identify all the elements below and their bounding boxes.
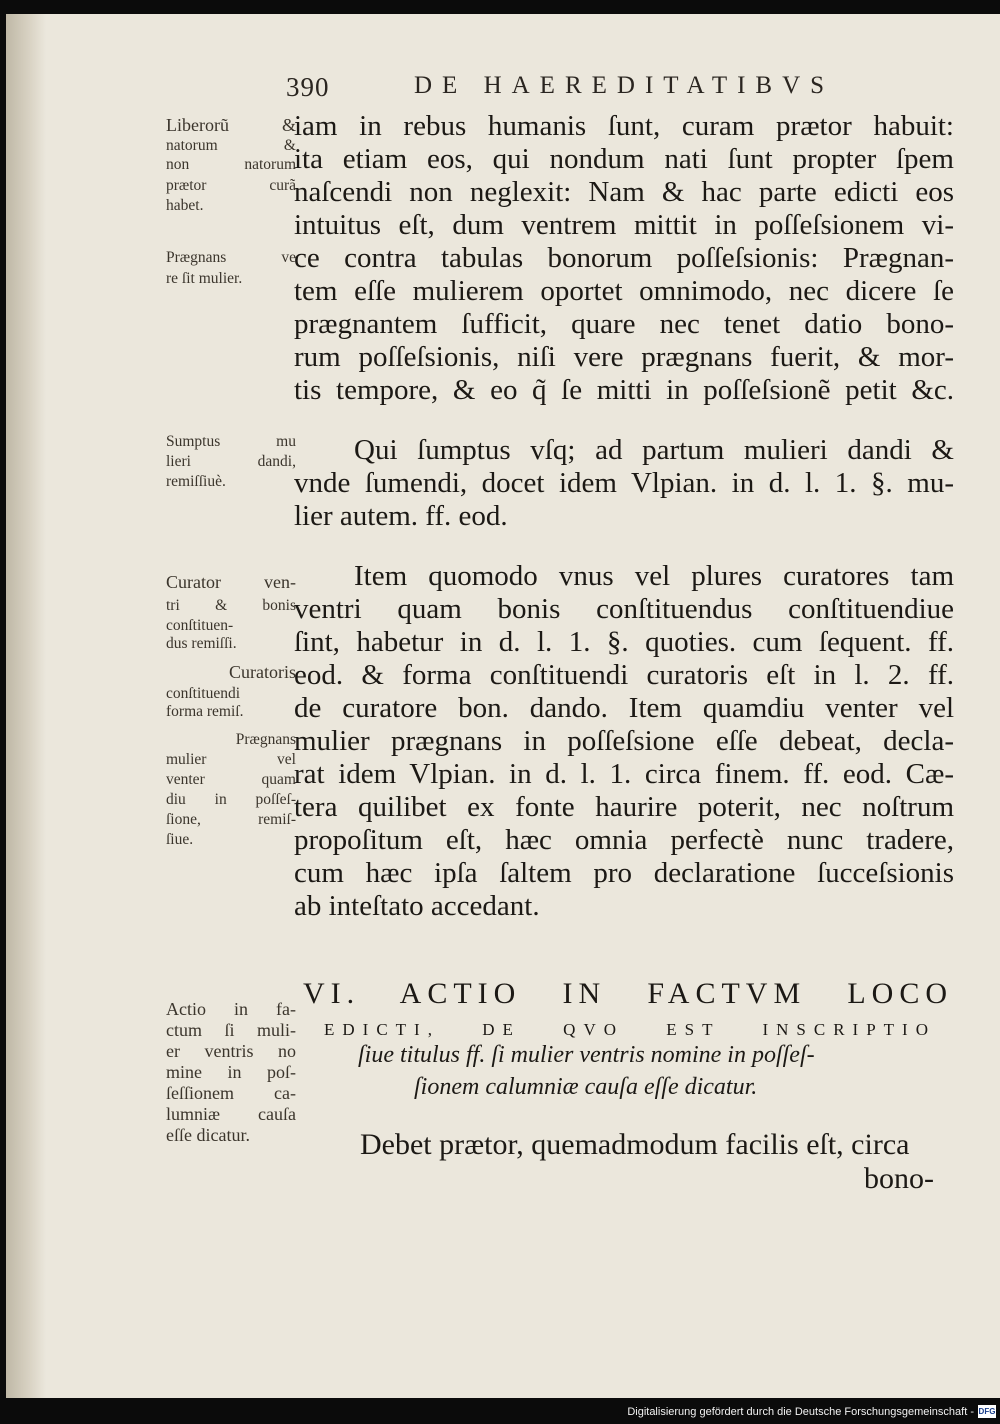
margin-note-line: prætor curã (166, 177, 296, 194)
margin-note-line: Sumptus mu (166, 433, 296, 450)
section-heading: VI. ACTIO IN FACTVM LOCO (303, 977, 953, 1010)
text-line: Item quomodo vnus vel plures curatores tam (354, 560, 954, 592)
section-title-line: ſiue titulus ff. ſi mulier ventris nomine in poſſeſ- (358, 1042, 815, 1068)
text-line: vnde ſumendi, docet idem Vlpian. in d. l. 1. §. mu- (294, 467, 954, 499)
text-line: iam in rebus humanis ſunt, curam prætor habuit: (294, 110, 954, 142)
margin-note-line: re ſit mulier. (166, 270, 243, 287)
margin-note-line: venter quam (166, 771, 296, 788)
text-line: mulier prægnans in poſſeſsione eſſe debeat, decla- (294, 725, 954, 757)
margin-note-line: non natorum (166, 156, 296, 173)
text-line: ita etiam eos, qui nondum nati ſunt propter ſpem (294, 143, 954, 175)
margin-note-line: remiſſiuè. (166, 473, 226, 490)
text-line: lier autem. ff. eod. (294, 500, 508, 532)
margin-note-line: mine in poſ- (166, 1062, 296, 1082)
section-title-line: ſionem calumniæ cauſa eſſe dicatur. (414, 1074, 758, 1100)
margin-note-line: eſſe dicatur. (166, 1125, 250, 1145)
text-line: rat idem Vlpian. in d. l. 1. circa finem. ff. eod. Cæ- (294, 758, 954, 790)
text-line: tera quilibet ex fonte haurire poterit, nec noſtrum (294, 791, 954, 823)
digitization-credit: Digitalisierung gefördert durch die Deutsche Forschungsgemeinschaft - (627, 1406, 974, 1418)
margin-note-line: Curator ven- (166, 572, 296, 592)
text-line: tis tempore, & eo q̃ ſe mitti in poſſeſsionẽ petit &c. (294, 374, 954, 406)
margin-note-line: er ventris no (166, 1041, 296, 1061)
margin-note-line: lieri dandi, (166, 453, 296, 470)
text-line: de curatore bon. dando. Item quamdiu venter vel (294, 692, 954, 724)
running-title: DE HAEREDITATIBVS (414, 72, 835, 99)
margin-note-line: Prægnans (235, 731, 296, 748)
margin-note-line: ſiue. (166, 831, 194, 848)
text-line: ce contra tabulas bonorum poſſeſsionis: Prægnan- (294, 242, 954, 274)
margin-note-line: dus remiſſi. (166, 635, 237, 652)
text-line: Debet prætor, quemadmodum facilis eſt, circa (360, 1128, 910, 1161)
margin-note-line: natorum & (166, 137, 296, 154)
text-line: ventri quam bonis conſtituendus conſtituendiue (294, 593, 954, 625)
margin-note-line: forma remiſ. (166, 703, 244, 720)
catchword: bono- (864, 1162, 934, 1195)
margin-note-line: conſtituendi (166, 685, 241, 702)
text-line: ab inteſtato accedant. (294, 890, 540, 922)
section-subheading: EDICTI, DE QVO EST INSCRIPTIO (324, 1020, 936, 1039)
margin-note-line: Curatoris (229, 662, 296, 682)
margin-note-line: tri & bonis (166, 597, 296, 614)
page-number: 390 (286, 72, 330, 102)
margin-note-line: Actio in fa- (166, 999, 296, 1019)
margin-note-line: Prægnans ve (166, 249, 296, 266)
margin-note-line: ſione, remiſ- (166, 811, 296, 828)
gutter-shadow (6, 14, 46, 1398)
text-line: tem eſſe mulierem oportet omnimodo, nec dicere ſe (294, 275, 954, 307)
dfg-logo: DFG (978, 1407, 996, 1416)
margin-note-line: Liberorũ & (166, 115, 296, 135)
text-line: propoſitum eſt, hæc omnia perfectè nunc tradere, (294, 824, 954, 856)
book-page (6, 14, 1000, 1398)
text-line: rum poſſeſsionis, niſi vere prægnans fuerit, & mor- (294, 341, 954, 373)
text-line: cum hæc ipſa ſaltem pro declaratione ſucceſsionis (294, 857, 954, 889)
text-line: eod. & forma conſtituendi curatoris eſt in l. 2. ff. (294, 659, 954, 691)
text-line: intuitus eſt, dum ventrem mittit in poſſeſsionem vi- (294, 209, 954, 241)
margin-note-line: mulier vel (166, 751, 296, 768)
margin-note-line: ſeſſionem ca- (166, 1083, 296, 1103)
margin-note-line: habet. (166, 197, 204, 214)
text-line: naſcendi non neglexit: Nam & hac parte edicti eos (294, 176, 954, 208)
text-line: Qui ſumptus vſq; ad partum mulieri dandi & (354, 434, 954, 466)
margin-note-line: lumniæ cauſa (166, 1104, 296, 1124)
margin-note-line: ctum ſi muli- (166, 1020, 296, 1040)
margin-note-line: diu in poſſeſ- (166, 791, 296, 808)
text-line: ſint, habetur in d. l. 1. §. quoties. cum ſequent. ff. (294, 626, 954, 658)
margin-note-line: conſtituen- (166, 617, 234, 634)
text-line: prægnantem ſufficit, quare nec tenet datio bono- (294, 308, 954, 340)
